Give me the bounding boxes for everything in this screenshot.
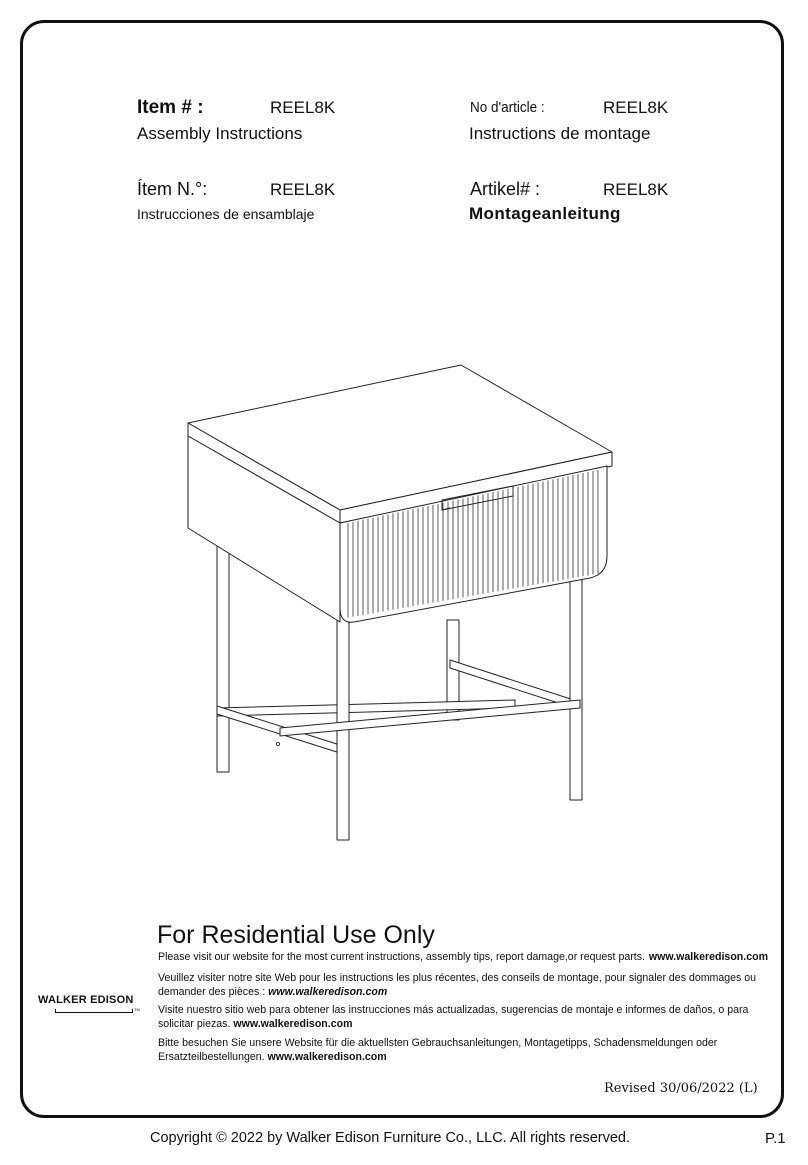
notice-es: [158, 1004, 768, 1032]
page-number: P.1: [765, 1130, 786, 1147]
notice-de-text: Bitte besuchen Sie unsere Website für die aktuellsten Gebrauchsanleitungen, Montagetipps, Schadensmeldungen oder Ersatzteilbestellungen.: [158, 1037, 718, 1063]
notice-en: [158, 951, 768, 965]
es-subtitle: Instrucciones de ensamblaje: [137, 206, 315, 222]
de-item-label: Artikel# :: [470, 179, 541, 199]
en-item-label: Item # :: [137, 97, 204, 118]
notice-fr-url[interactable]: www.walkeredison.com: [268, 985, 388, 998]
es-item-value: REEL8K: [270, 180, 336, 199]
notice-es-url[interactable]: www.walkeredison.com: [233, 1017, 353, 1030]
en-subtitle: Assembly Instructions: [137, 124, 303, 143]
en-item-value: REEL8K: [270, 98, 336, 117]
notice-fr-text: Veuillez visiter notre site Web pour les instructions les plus récentes, des conseils de montage, pour signaler des dommages ou demander des pièces :: [158, 972, 757, 998]
notice-de: [158, 1037, 768, 1065]
fr-subtitle: Instructions de montage: [469, 124, 651, 143]
es-item-label: Ítem N.°:: [137, 179, 208, 199]
notice-en-text: Please visit our website for the most current instructions, assembly tips, report damage,or request parts.: [158, 951, 645, 963]
de-subtitle: Montageanleitung: [469, 204, 621, 223]
notice-fr: [158, 972, 768, 1000]
logo-text: WALKER EDISON: [38, 994, 134, 1006]
residential-use-title: For Residential Use Only: [157, 921, 435, 949]
logo-tm: TM: [134, 1007, 140, 1012]
de-item-value: REEL8K: [603, 180, 669, 199]
walker-edison-logo: [38, 994, 138, 1016]
logo-underline: [55, 1009, 133, 1013]
revision-date: Revised 30/06/2022 (L): [604, 1081, 758, 1096]
copyright-notice: Copyright © 2022 by Walker Edison Furniture Co., LLC. All rights reserved.: [150, 1130, 630, 1146]
nightstand-illustration: [180, 360, 620, 860]
notice-en-url[interactable]: www.walkeredison.com: [648, 951, 768, 963]
fr-item-value: REEL8K: [603, 98, 669, 117]
notice-de-url[interactable]: www.walkeredison.com: [267, 1050, 387, 1063]
notice-es-text: Visite nuestro sitio web para obtener las instrucciones más actualizadas, sugerencias de montaje e informes de daños, o para solicitar piezas.: [158, 1004, 749, 1030]
fr-item-label: No d'article :: [470, 99, 545, 116]
